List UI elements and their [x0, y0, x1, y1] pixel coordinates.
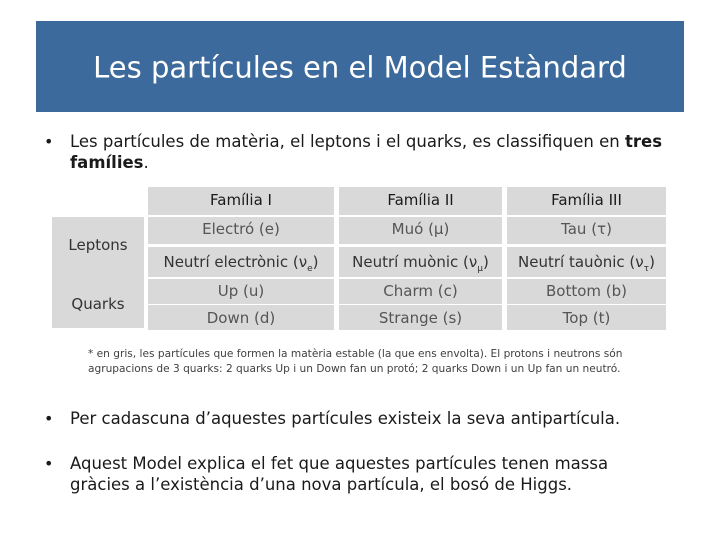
subscript: e — [307, 264, 313, 274]
cell-tau: Tau (τ) — [561, 220, 612, 238]
cell-text: Neutrí tauònic (ν — [518, 253, 644, 271]
intro-text: Les partícules de matèria, el leptons i el quarks, es classifiquen en — [70, 132, 620, 151]
cell-text-end: ) — [483, 253, 489, 271]
subscript: τ — [643, 264, 650, 274]
cell-electron-neutrino — [148, 248, 334, 276]
higgs-bullet-text: Aquest Model explica el fet que aquestes partícules tenen massa gràcies a l’existència d’una nova partícula, el bosó de Higgs. — [70, 454, 609, 494]
cell-bottom-quark: Bottom (b) — [545, 282, 627, 300]
cell-text: Neutrí muònic (ν — [352, 253, 478, 271]
cell-text-end: ) — [649, 253, 655, 271]
cell-text: Neutrí electrònic (ν — [163, 253, 308, 271]
bullet-marker: • — [44, 409, 54, 428]
cell-strange-quark: Strange (s) — [378, 309, 463, 327]
title-bar — [36, 21, 684, 112]
cell-tau-neutrino — [507, 248, 666, 276]
cell-muon-neutrino — [339, 248, 502, 276]
header-family-2: Família II — [387, 191, 454, 209]
row-label-quarks: Quarks — [71, 295, 125, 313]
cell-muon: Muó (μ) — [391, 220, 450, 238]
row-label-leptons: Leptons — [68, 236, 128, 254]
cell-charm-quark: Charm (c) — [383, 282, 458, 300]
bullet-marker: • — [44, 454, 54, 473]
cell-up-quark: Up (u) — [217, 282, 265, 300]
intro-text-end: . — [143, 153, 149, 172]
cell-down-quark: Down (d) — [206, 309, 276, 327]
header-family-1: Família I — [210, 191, 272, 209]
intro-bold-text: tres famílies — [70, 132, 663, 172]
intro-bullet-text — [70, 131, 690, 173]
slide-title: Les partícules en el Model Estàndard — [93, 50, 627, 85]
footnote: * en gris, les partícules que formen la matèria estable (la que ens envolta). El protons i neutrons són agrupacions de 3 quarks: 2 quarks Up i un Down fan un protó; 2 quarks Down i un Up fan un neutró. — [88, 348, 623, 375]
antiparticle-bullet-text: Per cadascuna d’aquestes partícules existeix la seva antipartícula. — [70, 409, 621, 428]
cell-text-end: ) — [312, 253, 319, 271]
subscript: μ — [477, 264, 484, 274]
cell-top-quark: Top (t) — [562, 309, 611, 327]
cell-electron: Electró (e) — [202, 220, 280, 238]
header-family-3: Família III — [551, 191, 622, 209]
bullet-marker: • — [44, 132, 54, 151]
